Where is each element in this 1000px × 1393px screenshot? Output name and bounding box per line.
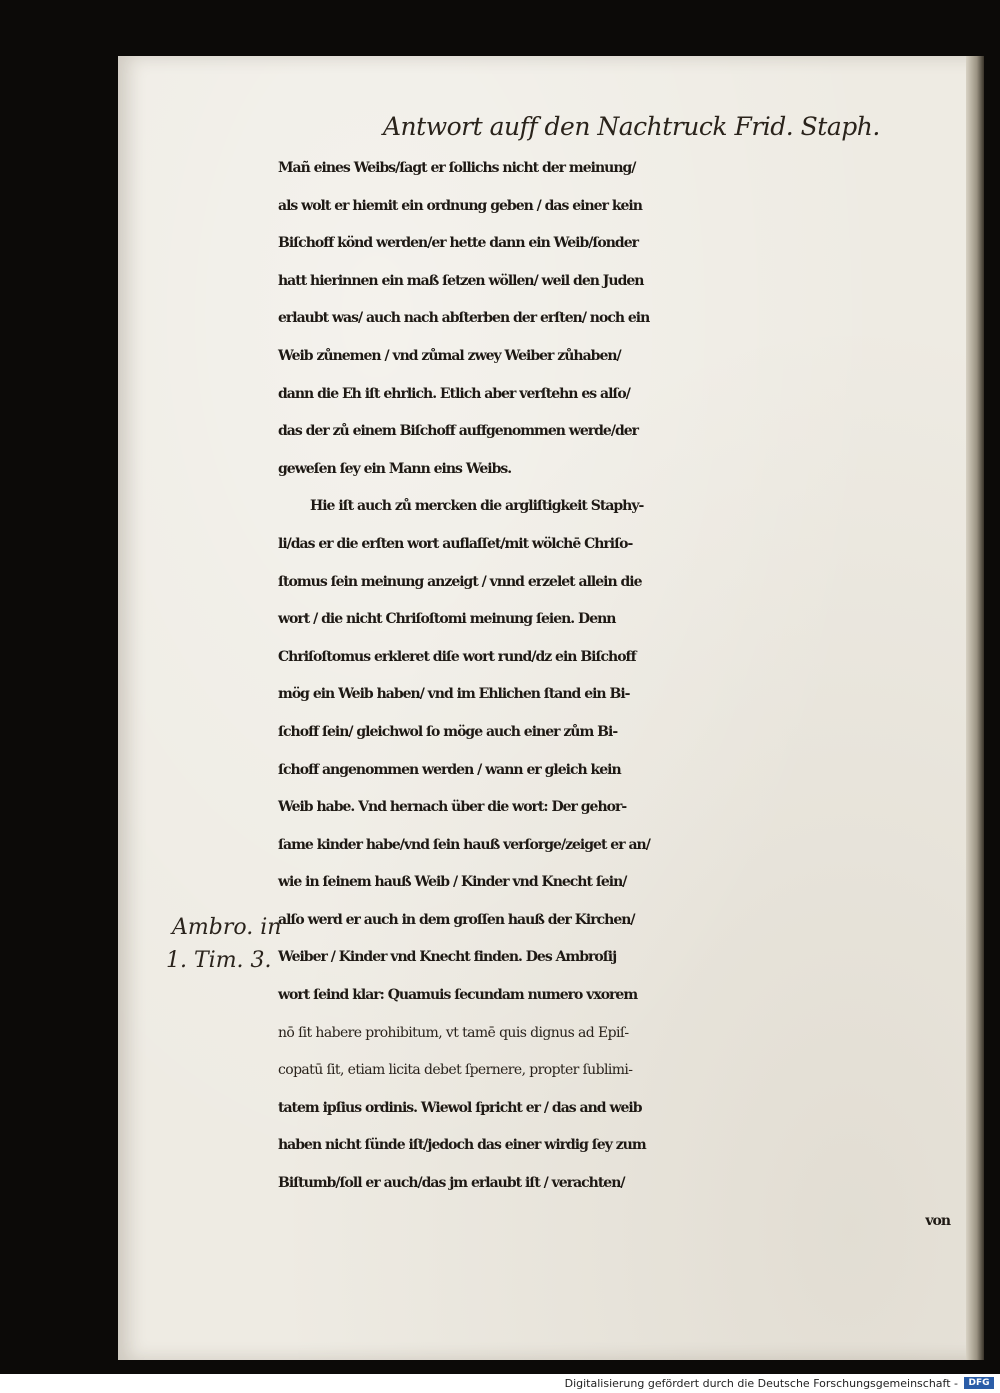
text-line: copatū ſit, etiam licita debet ſpernere, propter ſublimi- [278,1062,633,1079]
text-line: Biſtumb/ſoll er auch/das jm erlaubt iſt / verachten/ [278,1175,625,1192]
text-line: geweſen ſey ein Mann eins Weibs. [278,460,512,477]
text-line: ſchoff angenommen werden / wann er gleich kein [278,761,621,778]
text-line: Biſchoff könd werden/er hette dann ein Weib/ſonder [278,235,638,252]
page-edge-shadow [966,56,984,1360]
text-line: ſchoff ſein/ gleichwol ſo möge auch einer zům Bi- [278,723,618,740]
text-line: wort ſeind klar: Quamuis ſecundam numero vxorem [278,987,638,1004]
marginal-note-timothy: 1. Tim. 3. [166,948,272,973]
text-line: tatem ipſius ordinis. Wiewol ſpricht er / das and weib [278,1099,642,1116]
text-line: wie in ſeinem hauß Weib / Kinder vnd Knecht ſein/ [278,874,627,891]
running-head: Antwort auff den Nachtruck Frid. Staph. [383,112,880,141]
text-line: nō ſit habere prohibitum, vt tamē quis dignus ad Epiſ- [278,1024,629,1041]
text-line: Weib zůnemen / vnd zůmal zwey Weiber zůhaben/ [278,347,621,364]
text-line: alſo werd er auch in dem groſſen hauß der Kirchen/ [278,911,635,928]
text-line: Mañ eines Weibs/ſagt er ſollichs nicht der meinung/ [278,160,636,176]
text-line: Chriſoſtomus erkleret diſe wort rund/dz ein Biſchoff [278,648,636,665]
text-line: wort / die nicht Chriſoſtomi meinung ſeien. Denn [278,611,616,628]
text-line: hatt hierinnen ein maß ſetzen wöllen/ weil den Juden [278,272,644,289]
text-line: das der zů einem Biſchoff auffgenommen werde/der [278,423,639,440]
text-line: dann die Eh iſt ehrlich. Etlich aber verſtehn es alſo/ [278,385,630,402]
body-text-block [278,150,968,1240]
marginal-note-ambrose: Ambro. in [172,915,282,940]
text-line: mög ein Weib haben/ vnd im Ehlichen ſtand ein Bi- [278,686,630,703]
text-line: als wolt er hiemit ein ordnung geben / das einer kein [278,197,642,214]
text-line: haben nicht ſünde iſt/jedoch das einer wirdig ſey zum [278,1137,646,1154]
text-line: Hie iſt auch zů mercken die argliſtigkeit Staphy- [310,498,644,515]
text-line: li/das er die erſten wort auflaſſet/mit wölchē Chriſo- [278,535,633,552]
text-line: von [925,1212,950,1229]
text-line: ſame kinder habe/vnd ſein hauß verſorge/zeiget er an/ [278,836,650,853]
text-line: ſtomus ſein meinung anzeigt / vnnd erzelet allein die [278,573,642,590]
footer-credit: Digitalisierung gefördert durch die Deutsche Forschungsgemeinschaft - [564,1377,958,1390]
dfg-logo: DFG [964,1377,994,1389]
text-line: erlaubt was/ auch nach abſterben der erſten/ noch ein [278,310,650,327]
text-line: Weiber / Kinder vnd Knecht finden. Des Ambroſij [278,949,617,966]
text-line: Weib habe. Vnd hernach über die wort: Der gehor- [278,799,627,816]
